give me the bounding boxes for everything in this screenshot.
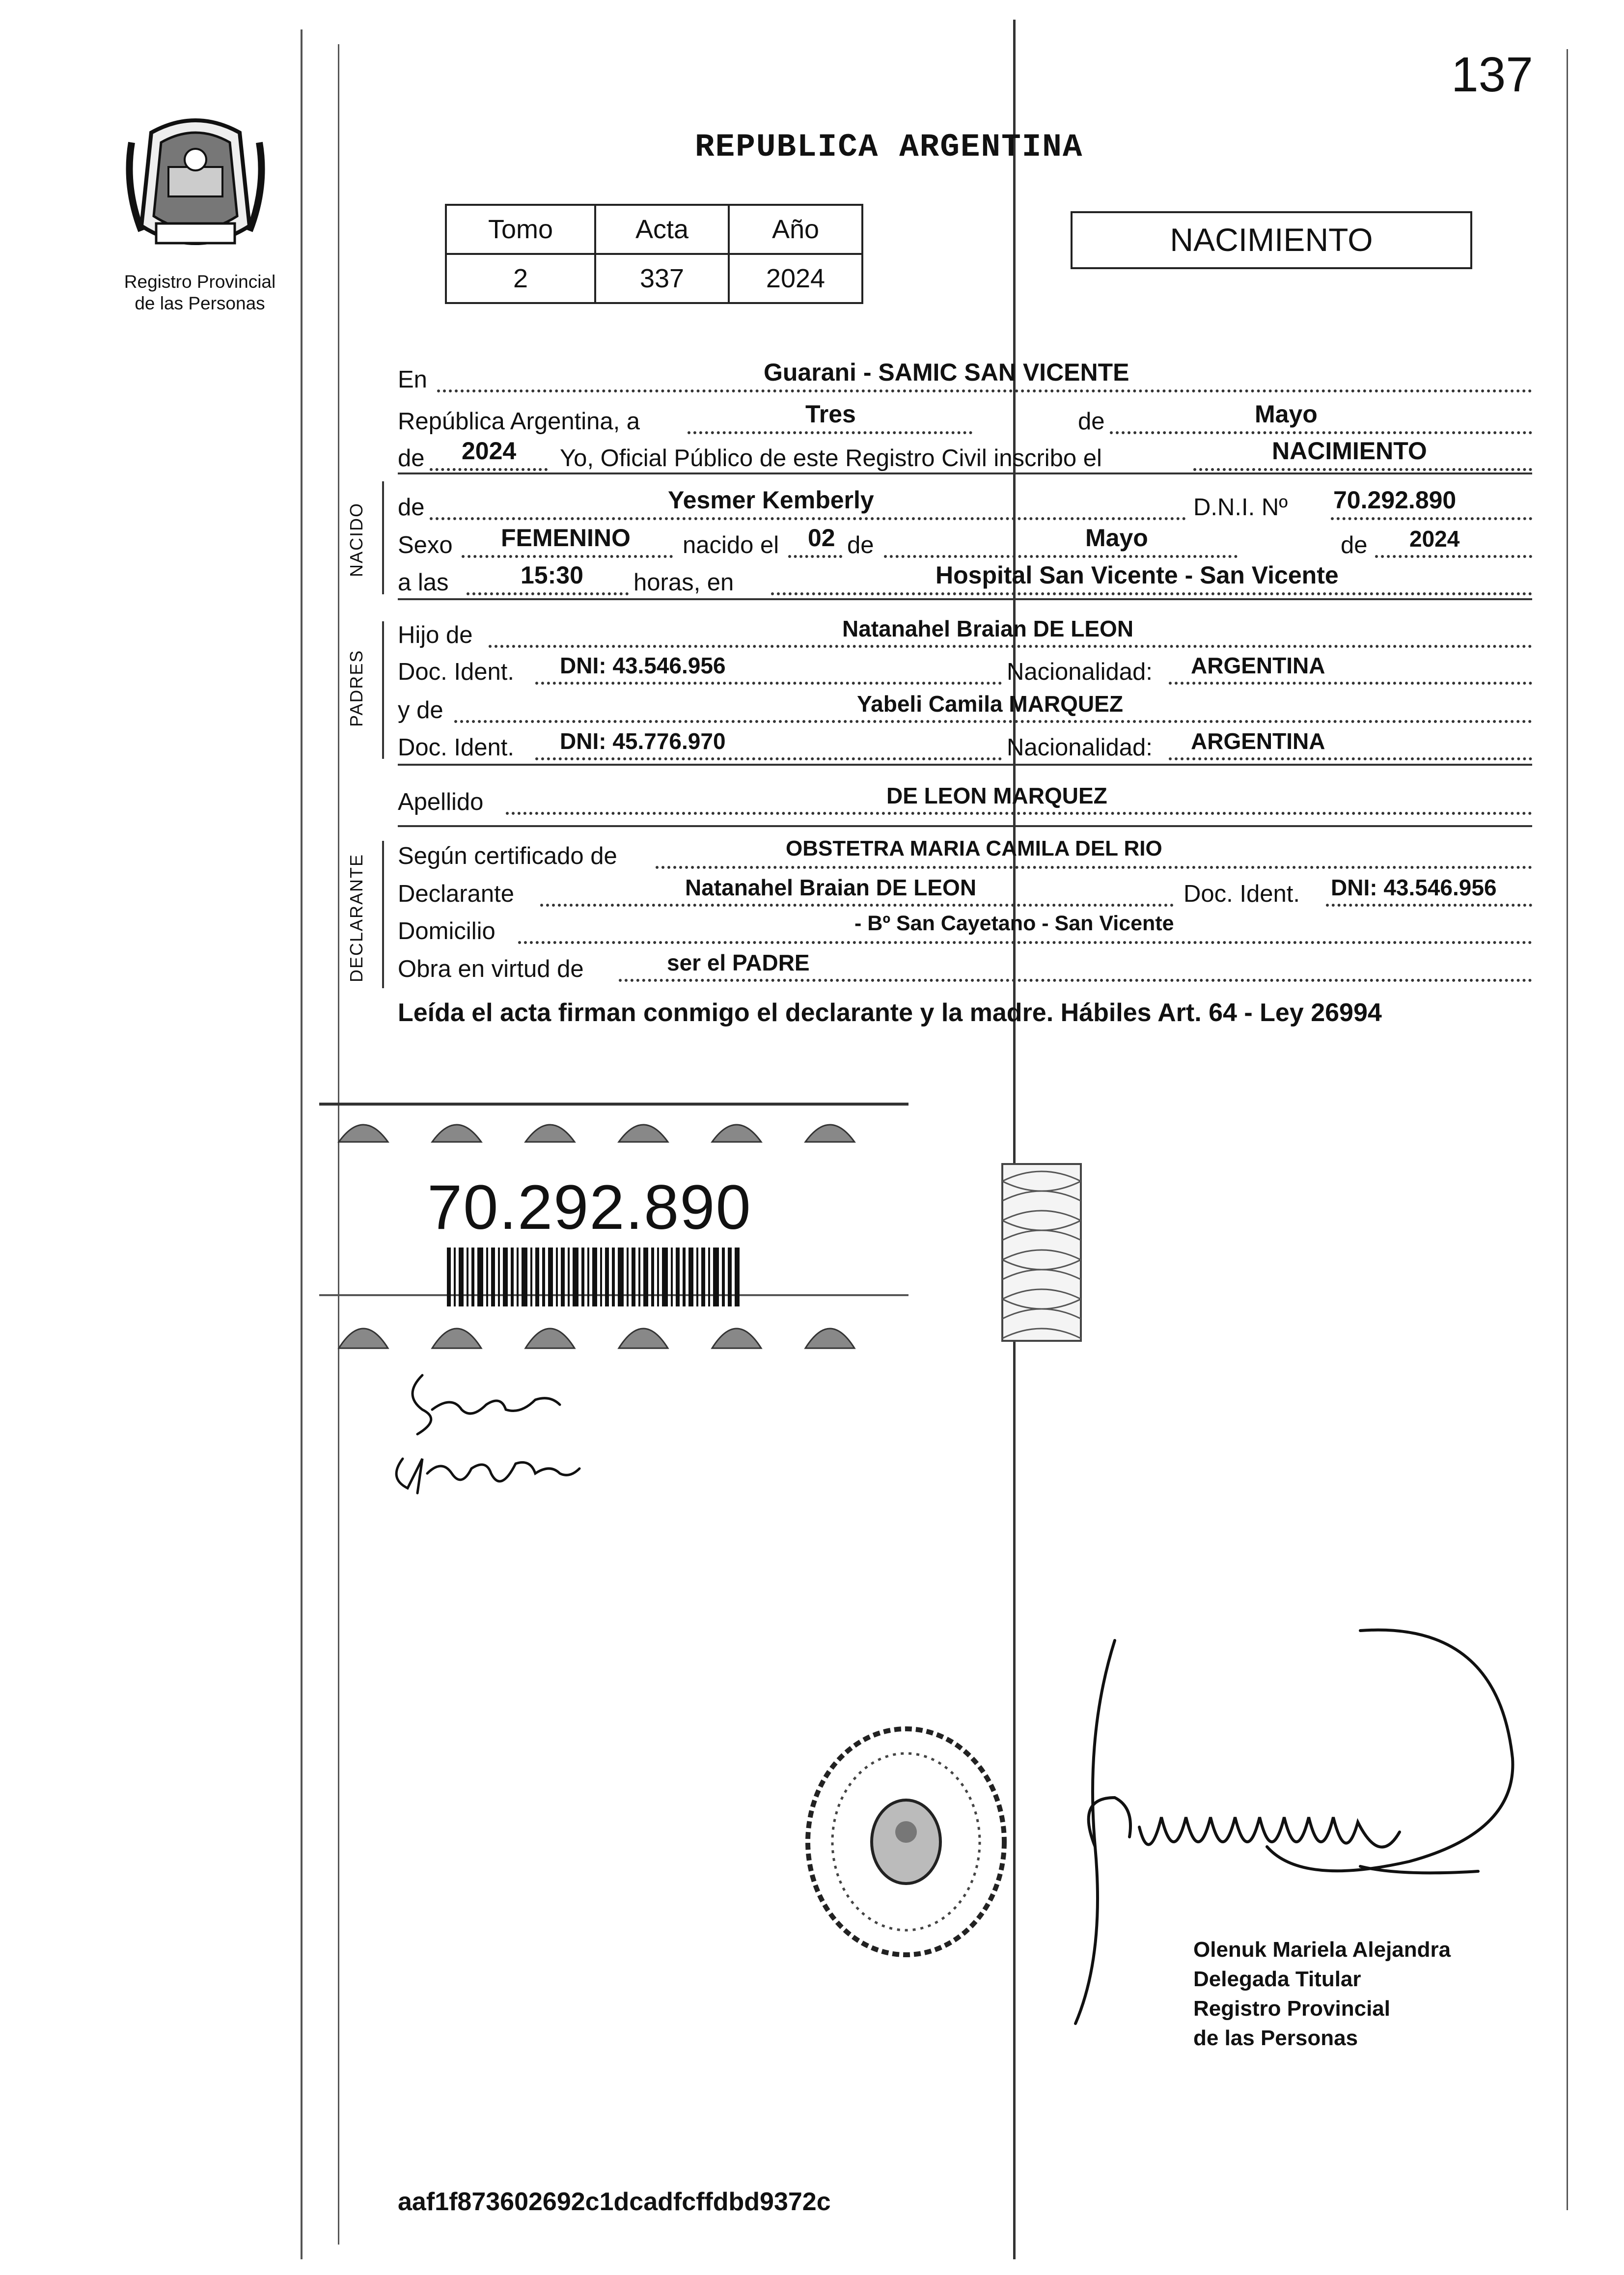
value-hora: 15:30 xyxy=(521,561,583,589)
dots xyxy=(656,866,1532,869)
label-doc-ident3: Doc. Ident. xyxy=(1184,881,1300,907)
label-segun-certificado: Según certificado de xyxy=(398,843,617,869)
dots xyxy=(430,517,1186,520)
dots xyxy=(506,812,1532,815)
row-virtud xyxy=(398,950,1532,986)
value-acta: 337 xyxy=(595,254,729,303)
dots xyxy=(535,757,1002,760)
section-label-nacido: NACIDO xyxy=(346,502,366,577)
left-margin-line xyxy=(301,29,303,2259)
row-nombre xyxy=(398,486,1532,524)
label-yo-oficial: Yo, Oficial Público de este Registro Civil inscribo el xyxy=(560,445,1102,472)
label-a-las: a las xyxy=(398,569,449,596)
dots xyxy=(1375,555,1532,558)
label-horas-en: horas, en xyxy=(633,569,734,596)
section-label-declarante: DECLARANTE xyxy=(346,853,366,982)
section-label-padres: PADRES xyxy=(346,649,366,727)
record-type-box: NACIMIENTO xyxy=(1071,211,1472,269)
value-mes-registro: Mayo xyxy=(1255,400,1318,428)
row-domicilio xyxy=(398,912,1532,948)
label-doc-ident: Doc. Ident. xyxy=(398,659,514,685)
dots xyxy=(1331,517,1532,520)
barcode-icon xyxy=(447,1248,742,1306)
dots xyxy=(518,941,1532,944)
value-anio-nac: 2024 xyxy=(1409,526,1460,552)
security-pattern-icon xyxy=(1000,1162,1083,1343)
value-sexo: FEMENINO xyxy=(501,524,631,552)
row-fecha-registro xyxy=(398,400,1532,438)
section-bar-nacido xyxy=(382,481,384,594)
dots xyxy=(489,645,1532,648)
province-emblem-icon xyxy=(122,113,269,253)
label-nacionalidad: Nacionalidad: xyxy=(1007,659,1153,685)
value-certificado: OBSTETRA MARIA CAMILA DEL RIO xyxy=(786,836,1162,860)
row-sexo-nacimiento xyxy=(398,524,1532,562)
header-anio: Año xyxy=(729,205,862,254)
value-dia-letras: Tres xyxy=(805,400,856,428)
value-virtud: ser el PADRE xyxy=(667,950,810,975)
label-obra-en-virtud: Obra en virtud de xyxy=(398,956,584,982)
label-doc-ident2: Doc. Ident. xyxy=(398,734,514,761)
label-apellido: Apellido xyxy=(398,789,484,815)
label-de3: de xyxy=(1341,532,1368,558)
page-number: 137 xyxy=(1451,47,1533,102)
value-dni: 70.292.890 xyxy=(1333,486,1457,514)
label-dni-no: D.N.I. Nº xyxy=(1193,494,1288,521)
label-declarante: Declarante xyxy=(398,881,514,907)
row-padre xyxy=(398,616,1532,652)
value-anio: 2024 xyxy=(729,254,862,303)
value-domicilio: - Bº San Cayetano - San Vicente xyxy=(854,912,1174,935)
dots xyxy=(1110,431,1532,434)
label-y-de: y de xyxy=(398,697,443,723)
section-rule xyxy=(398,764,1532,766)
value-padre: Natanahel Braian DE LEON xyxy=(842,616,1134,641)
section-rule xyxy=(398,598,1532,600)
id-stamp-number: 70.292.890 xyxy=(427,1172,752,1243)
value-nac-madre: ARGENTINA xyxy=(1191,728,1325,754)
signer-office-line2: de las Personas xyxy=(1193,2026,1358,2050)
row-apellido xyxy=(398,783,1532,819)
section-rule xyxy=(398,825,1532,827)
right-margin-line xyxy=(1567,49,1568,2210)
dots xyxy=(430,468,548,471)
row-hora-lugar xyxy=(398,561,1532,599)
label-en: En xyxy=(398,366,427,393)
section-bar-padres xyxy=(382,621,384,759)
dots xyxy=(437,389,1532,392)
dots xyxy=(462,555,673,558)
document-hash: aaf1f873602692c1dcadfcffdbd9372c xyxy=(398,2188,831,2216)
row-certificado xyxy=(398,836,1532,873)
closing-note: Leída el acta firman conmigo el declarante y la madre. Hábiles Art. 64 - Ley 26994 xyxy=(398,999,1382,1027)
label-nacionalidad2: Nacionalidad: xyxy=(1007,734,1153,761)
row-declarante xyxy=(398,875,1532,911)
dots xyxy=(771,592,1532,595)
label-republica: República Argentina, a xyxy=(398,408,640,435)
row-doc-padre xyxy=(398,653,1532,689)
value-nac-padre: ARGENTINA xyxy=(1191,653,1325,678)
value-lugar-nac: Hospital San Vicente - San Vicente xyxy=(936,561,1339,589)
signer-office: Registro Provincial xyxy=(1193,1997,1391,2021)
signer-role: Delegada Titular xyxy=(1193,1967,1361,1991)
value-apellido: DE LEON MARQUEZ xyxy=(886,783,1107,808)
registry-line1: Registro Provincial xyxy=(124,272,276,292)
label-domicilio: Domicilio xyxy=(398,918,495,944)
label-hijo-de: Hijo de xyxy=(398,622,473,648)
label-sexo: Sexo xyxy=(398,532,453,558)
value-tomo: 2 xyxy=(446,254,595,303)
registry-label xyxy=(109,271,291,314)
row-madre xyxy=(398,691,1532,727)
dots xyxy=(788,555,842,558)
value-nombre: Yesmer Kemberly xyxy=(668,486,874,514)
label-de2: de xyxy=(847,532,874,558)
value-declarante: Natanahel Braian DE LEON xyxy=(685,875,977,900)
dots xyxy=(1326,904,1532,907)
label-de-year: de xyxy=(398,445,425,472)
dots xyxy=(688,431,972,434)
header-tomo: Tomo xyxy=(446,205,595,254)
value-tipo: NACIMIENTO xyxy=(1272,437,1427,465)
dots xyxy=(467,592,629,595)
dots xyxy=(1169,682,1532,685)
section-rule xyxy=(398,472,1532,474)
value-madre: Yabeli Camila MARQUEZ xyxy=(857,691,1123,717)
dots xyxy=(619,979,1532,982)
dots xyxy=(454,720,1532,723)
value-anio-registro: 2024 xyxy=(462,437,517,465)
row-lugar xyxy=(398,359,1532,396)
row-inscribe xyxy=(398,437,1532,475)
label-de-name: de xyxy=(398,494,425,521)
dots xyxy=(535,682,1002,685)
signer-block xyxy=(1193,1935,1451,2053)
dots xyxy=(1193,468,1532,471)
label-de: de xyxy=(1078,408,1105,435)
value-dia-nac: 02 xyxy=(808,524,835,552)
section-bar-declarante xyxy=(382,841,384,988)
value-dni-madre: DNI: 45.776.970 xyxy=(560,728,726,754)
official-seal-stamp xyxy=(796,1719,1017,1965)
value-mes-nac: Mayo xyxy=(1085,524,1148,552)
label-nacido-el: nacido el xyxy=(683,532,779,558)
handwritten-signature-parents xyxy=(373,1365,629,1513)
value-lugar: Guarani - SAMIC SAN VICENTE xyxy=(764,359,1129,386)
dots xyxy=(540,904,1174,907)
document-title: REPUBLICA ARGENTINA xyxy=(695,129,1083,166)
value-dni-declarante: DNI: 43.546.956 xyxy=(1331,875,1497,900)
dots xyxy=(1169,757,1532,760)
row-doc-madre xyxy=(398,728,1532,764)
reference-table xyxy=(445,204,863,304)
value-dni-padre: DNI: 43.546.956 xyxy=(560,653,726,678)
header-acta: Acta xyxy=(595,205,729,254)
signer-name: Olenuk Mariela Alejandra xyxy=(1193,1938,1451,1962)
registry-line2: de las Personas xyxy=(135,293,265,313)
dots xyxy=(884,555,1238,558)
